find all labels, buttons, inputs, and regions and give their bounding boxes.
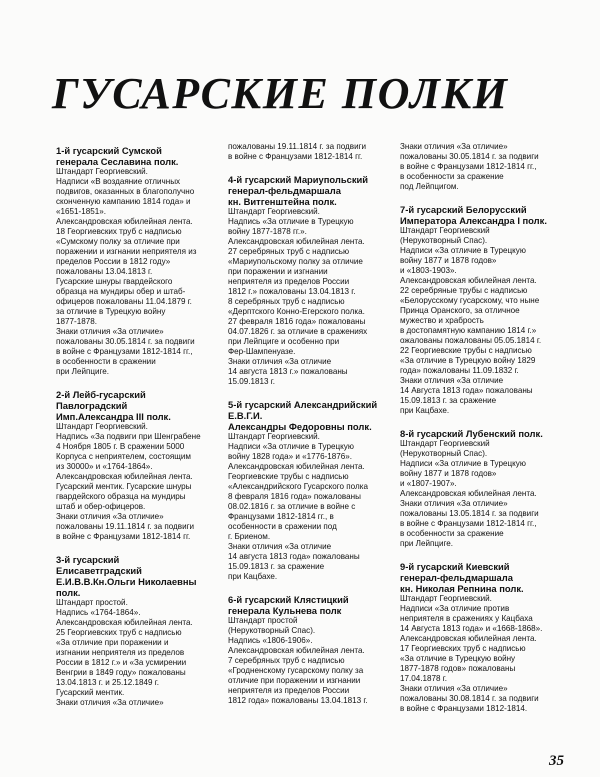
- regiment-description: пожалованы 19.11.1814 г. за подвиги в войне с Французами 1812-1814 гг.: [228, 142, 367, 161]
- regiment-title: 2-й Лейб-гусарский Павлоградский Имп.Александра III полк.: [56, 389, 171, 422]
- regiment-title: 1-й гусарский Сумской генерала Сеславина полк.: [56, 145, 179, 167]
- page-number: 35: [549, 753, 564, 769]
- regiment-entry: [228, 142, 396, 162]
- regiment-entry: [400, 204, 566, 416]
- regiment-entry: [56, 554, 224, 708]
- regiment-description: Штандарт Георгиевский. Надпись «За подвиги при Шенграбене 4 Ноября 1805 г. В сражении 5000 Корпуса с неприятелем, состоящим из 30000» и «1764-1864». Александровская юбилейная лента. Гусарский ментик. Гусарские шнуры гвардейского образца на мундиры штаб и обер-офицеров. Знаки отличия «За отличие» пожалованы 19.11.1814 г. за подвиги в войне с Французами 1812-1814 гг.: [56, 422, 201, 541]
- page-title: ГУСАРСКИЕ ПОЛКИ: [52, 69, 509, 118]
- regiment-description: Знаки отличия «За отличие» пожалованы 30.05.1814 г. за подвиги в войне с Французами 1812-1814 гг., в особенности за сражение под Лейпцигом.: [400, 142, 539, 191]
- regiment-description: Штандарт Георгиевский. Надпись «За отличие в Турецкую войну 1877-1878 гг.». Александровская юбилейная лента. 27 серебряных труб с надписью «Мариупольскому полку за отличие при поражении и изгнании неприятеля из пределов России 1812 г.» пожалованы 13.04.1813 г. 8 серебряных труб с надписью «Дерптского Конно-Егерского полка. 27 февраля 1816 года» пожалованы 04.07.1826 г. за отличие в сражениях при Лейпциге и особенно при Фер-Шампенуазе. Знаки отличия «За отличие 14 августа 1813 г.» пожалованы 15.09.1813 г.: [228, 207, 368, 386]
- regiment-title: 3-й гусарский Елисаветградский Е.И.В.В.Кн.Ольги Николаевны полк.: [56, 554, 197, 598]
- regiment-title: 4-й гусарский Мариупольский генерал-фельдмаршала кн. Витгенштейна полк.: [228, 174, 369, 207]
- regiment-description: Штандарт Георгиевский (Нерукотворный Спас). Надписи «За отличие в Турецкую войну 1877 и 1878 годов» и «1807-1907». Александровская юбилейная лента. Знаки отличия «За отличие» пожалованы 13.05.1814 г. за подвиги в войне с Французами 1812-1814 гг., в особенности за сражение при Лейпциге.: [400, 439, 539, 548]
- text-column-middle: [228, 142, 396, 718]
- regiment-entry: [400, 142, 566, 192]
- regiment-entry: [228, 174, 396, 387]
- regiment-title: 5-й гусарский Александрийский Е.В.Г.И. Александры Федоровны полк.: [228, 399, 378, 432]
- regiment-title: 6-й гусарский Клястицкий генерала Кульнева полк: [228, 594, 349, 616]
- regiment-description: Штандарт Георгиевский. Надписи «За отличие против неприятеля в сражениях у Кацбаха 14 Августа 1813 года» и «1668-1868». Александровская юбилейная лента. 17 Георгиевских труб с надписью «За отличие в Турецкую войну 1877-1878 годов» пожалованы 17.04.1878 г. Знаки отличия «За отличие» пожалованы 30.08.1814 г. за подвиги в войне с Французами 1812-1814.: [400, 594, 543, 713]
- regiment-title: 9-й гусарский Киевский генерал-фельдмаршала кн. Николая Репнина полк.: [400, 561, 524, 594]
- regiment-description: Штандарт Георгиевский. Надписи «За отличие в Турецкую войну 1828 года» и «1776-1876». Александровская юбилейная лента. Георгиевские трубы с надписью «Александрийского Гусарского полка 8 февраля 1816 года» пожалованы 08.02.1816 г. за отличие в войне с Французами 1812-1814 гг., в особенности в сражении под г. Бриеном. Знаки отличия «За отличие 14 августа 1813 года» пожалованы 15.09.1813 г. за сражение при Кацбахе.: [228, 432, 368, 581]
- regiment-title: 8-й гусарский Лубенский полк.: [400, 428, 543, 439]
- regiment-entry: [228, 594, 396, 706]
- regiment-entry: [400, 428, 566, 549]
- regiment-description: Штандарт простой (Нерукотворный Спас). Надпись «1806-1906». Александровская юбилейная лента. 7 серебряных труб с надписью «Гродненскому гусарскому полку за отличие при поражении и изгнании неприятеля из пределов России 1812 года» пожалованы 13.04.1813 г.: [228, 616, 368, 705]
- regiment-entry: [56, 389, 224, 542]
- text-column-right: [400, 142, 566, 726]
- regiment-description: Штандарт простой. Надпись «1764-1864». Александровская юбилейная лента. 25 Георгиевских труб с надписью «За отличие при поражении и изгнании неприятеля из пределов России в 1812 г.» и «За усмирении Венгрии в 1849 году» пожалованы 13.04.1813 г. и 25.12.1849 г. Гусарский ментик. Знаки отличия «За отличие»: [56, 598, 193, 707]
- regiment-title: 7-й гусарский Белорусский Императора Александра I полк.: [400, 204, 547, 226]
- text-column-left: [56, 145, 224, 720]
- regiment-description: Штандарт Георгиевский. Надписи «В воздаяние отличных подвигов, оказанных в благополучно сконченную кампанию 1814 года» и «1651-1851». Александровская юбилейная лента. 18 Георгиевских труб с надписью «Сумскому полку за отличие при поражении и изгнании неприятеля из пределов России в 1812 году» пожалованы 13.04.1813 г. Гусарские шнуры гвардейского образца на мундиры обер и штаб- офицеров пожалованы 11.04.1879 г. за отличие в Турецкую войну 1877-1878. Знаки отличия «За отличие» пожалованы 30.05.1814 г. за подвиги в войне с Французами 1812-1814 гг., в особенности в сражении при Лейпциге.: [56, 167, 197, 376]
- regiment-entry: [400, 561, 566, 714]
- regiment-entry: [56, 145, 224, 377]
- regiment-entry: [228, 399, 396, 582]
- regiment-description: Штандарт Георгиевский (Нерукотворный Спас). Надписи «За отличие в Турецкую войну 1877 и 1878 годов» и «1803-1903». Александровская юбилейная лента. 22 серебряные трубы с надписью «Белорусскому гусарскому, что ныне Принца Оранского, за отличное мужество и храбрость в достопамятную кампанию 1814 г.» ожалованы пожалованы 05.05.1814 г. 22 Георгиевские трубы с надписью «За отличие в Турецкую войну 1829 года» пожалованы 11.09.1832 г. Знаки отличия «За отличие 14 Августа 1813 года» пожалованы 15.09.1813 г. за сражение при Кацбахе.: [400, 226, 542, 415]
